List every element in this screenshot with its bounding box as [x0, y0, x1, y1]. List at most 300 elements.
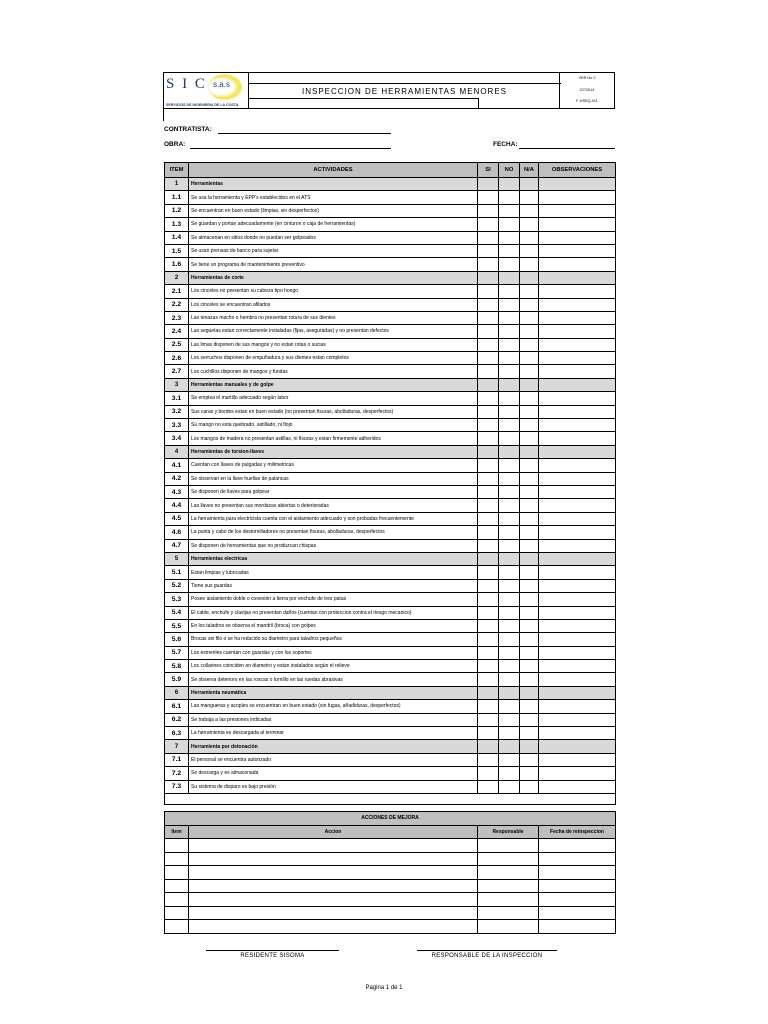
si-cell[interactable] — [478, 258, 499, 271]
acciones-item-cell[interactable] — [165, 893, 189, 907]
observaciones-cell[interactable] — [539, 633, 616, 646]
acciones-accion-cell[interactable] — [189, 920, 478, 934]
observaciones-cell[interactable] — [539, 753, 616, 766]
table-row — [165, 365, 616, 378]
item-number: 5.6 — [165, 633, 189, 646]
na-cell[interactable] — [520, 311, 539, 324]
si-cell[interactable] — [478, 325, 499, 338]
si-cell[interactable] — [478, 392, 499, 405]
acciones-fecha-cell[interactable] — [539, 866, 616, 880]
item-number: 1.3 — [165, 218, 189, 231]
na-cell[interactable] — [520, 204, 539, 217]
item-number: 1.2 — [165, 204, 189, 217]
na-cell[interactable] — [520, 593, 539, 606]
no-cell[interactable] — [499, 780, 520, 793]
contratista-field[interactable] — [218, 133, 391, 134]
si-cell[interactable] — [478, 700, 499, 713]
na-cell[interactable] — [520, 646, 539, 659]
section-row — [165, 178, 616, 191]
activity-text: Se trabaja a las presiones indicadas — [189, 713, 478, 726]
si-cell[interactable] — [478, 459, 499, 472]
acciones-responsable-cell[interactable] — [478, 839, 539, 853]
si-cell[interactable] — [478, 352, 499, 365]
acciones-responsable-cell[interactable] — [478, 906, 539, 920]
item-number: 6 — [165, 686, 189, 699]
no-cell[interactable] — [499, 740, 520, 753]
na-cell[interactable] — [520, 258, 539, 271]
na-cell[interactable] — [520, 660, 539, 673]
observaciones-cell[interactable] — [539, 338, 616, 351]
acciones-item-cell[interactable] — [165, 839, 189, 853]
observaciones-cell[interactable] — [539, 325, 616, 338]
observaciones-cell[interactable] — [539, 619, 616, 632]
acciones-accion-cell[interactable] — [189, 879, 478, 893]
na-cell[interactable] — [520, 526, 539, 539]
acciones-fecha-cell[interactable] — [539, 852, 616, 866]
table-row — [165, 218, 616, 231]
observaciones-cell[interactable] — [539, 392, 616, 405]
item-number: 2.7 — [165, 365, 189, 378]
no-cell[interactable] — [499, 432, 520, 445]
observaciones-cell[interactable] — [539, 539, 616, 552]
item-number: 5.4 — [165, 606, 189, 619]
si-cell[interactable] — [478, 285, 499, 298]
acciones-responsable-cell[interactable] — [478, 893, 539, 907]
activity-text: La herramienta para electricista cuenta con el aislamiento adecuado y son probadas frecuentemente — [189, 512, 478, 525]
header-si: SI — [478, 163, 499, 178]
no-cell[interactable] — [499, 646, 520, 659]
na-cell[interactable] — [520, 499, 539, 512]
no-cell[interactable] — [499, 365, 520, 378]
si-cell[interactable] — [478, 646, 499, 659]
observaciones-cell[interactable] — [539, 271, 616, 284]
acciones-accion-cell[interactable] — [189, 852, 478, 866]
si-cell[interactable] — [478, 619, 499, 632]
si-cell[interactable] — [478, 753, 499, 766]
na-cell[interactable] — [520, 271, 539, 284]
na-cell[interactable] — [520, 472, 539, 485]
observaciones-cell[interactable] — [539, 311, 616, 324]
no-cell[interactable] — [499, 686, 520, 699]
item-number: 4.7 — [165, 539, 189, 552]
na-cell[interactable] — [520, 285, 539, 298]
activity-text: Se descarga y es almacenada — [189, 767, 478, 780]
na-cell[interactable] — [520, 539, 539, 552]
item-number: 5 — [165, 552, 189, 565]
no-cell[interactable] — [499, 231, 520, 244]
no-cell[interactable] — [499, 753, 520, 766]
acciones-responsable-cell[interactable] — [478, 866, 539, 880]
item-number: 4.2 — [165, 472, 189, 485]
item-number: 2.6 — [165, 352, 189, 365]
no-cell[interactable] — [499, 673, 520, 686]
observaciones-cell[interactable] — [539, 204, 616, 217]
si-cell[interactable] — [478, 767, 499, 780]
item-number: 1.1 — [165, 191, 189, 204]
item-number: 1.4 — [165, 231, 189, 244]
no-cell[interactable] — [499, 459, 520, 472]
no-cell[interactable] — [499, 552, 520, 565]
si-cell[interactable] — [478, 244, 499, 257]
observaciones-cell[interactable] — [539, 244, 616, 257]
no-cell[interactable] — [499, 178, 520, 191]
observaciones-cell[interactable] — [539, 191, 616, 204]
no-cell[interactable] — [499, 338, 520, 351]
na-cell[interactable] — [520, 579, 539, 592]
si-cell[interactable] — [478, 231, 499, 244]
acciones-accion-cell[interactable] — [189, 893, 478, 907]
item-number: 5.8 — [165, 660, 189, 673]
na-cell[interactable] — [520, 432, 539, 445]
observaciones-cell[interactable] — [539, 178, 616, 191]
no-cell[interactable] — [499, 566, 520, 579]
activity-text: Se usa la herramienta y EPP's establecidos en el ATS — [189, 191, 478, 204]
na-cell[interactable] — [520, 352, 539, 365]
si-cell[interactable] — [478, 365, 499, 378]
observaciones-cell[interactable] — [539, 713, 616, 726]
na-cell[interactable] — [520, 673, 539, 686]
si-cell[interactable] — [478, 579, 499, 592]
acciones-header-accion: Accion — [189, 825, 478, 839]
observaciones-cell[interactable] — [539, 593, 616, 606]
si-cell[interactable] — [478, 191, 499, 204]
activity-text: Cuentan con llaves de pulgadas y milimetricas — [189, 459, 478, 472]
si-cell[interactable] — [478, 593, 499, 606]
activity-text: Herramientas de corte — [189, 271, 478, 284]
activity-text: Los serruchos disponen de empuñadura y sus dientes estan completos — [189, 352, 478, 365]
activity-text: Tiene sus guardas — [189, 579, 478, 592]
activity-text: La punta y cabo de los destornilladores no presentan fisuras, abolladuras, desperfectos — [189, 526, 478, 539]
observaciones-cell[interactable] — [539, 767, 616, 780]
observaciones-cell[interactable] — [539, 419, 616, 432]
si-cell[interactable] — [478, 178, 499, 191]
no-cell[interactable] — [499, 352, 520, 365]
no-cell[interactable] — [499, 472, 520, 485]
observaciones-cell[interactable] — [539, 459, 616, 472]
revision-date: 2/7/2014 — [579, 87, 595, 92]
na-cell[interactable] — [520, 767, 539, 780]
si-cell[interactable] — [478, 445, 499, 458]
no-cell[interactable] — [499, 579, 520, 592]
acciones-item-cell[interactable] — [165, 879, 189, 893]
si-cell[interactable] — [478, 673, 499, 686]
company-logo — [164, 73, 249, 108]
na-cell[interactable] — [520, 338, 539, 351]
na-cell[interactable] — [520, 485, 539, 498]
na-cell[interactable] — [520, 445, 539, 458]
observaciones-cell[interactable] — [539, 740, 616, 753]
si-cell[interactable] — [478, 727, 499, 740]
si-cell[interactable] — [478, 713, 499, 726]
si-cell[interactable] — [478, 298, 499, 311]
na-cell[interactable] — [520, 244, 539, 257]
na-cell[interactable] — [520, 700, 539, 713]
observaciones-cell[interactable] — [539, 566, 616, 579]
si-cell[interactable] — [478, 218, 499, 231]
no-cell[interactable] — [499, 713, 520, 726]
acciones-item-cell[interactable] — [165, 866, 189, 880]
activity-text: En los taladros se observa el mandril (broca) con golpes — [189, 619, 478, 632]
activity-text: Se disponen de llaves para golpear — [189, 485, 478, 498]
document-title: INSPECCION DE HERRAMIENTAS MENORES — [248, 83, 561, 100]
activity-text: Se observa deterioro en las roscas o tornillo en las ruedas abrasivas — [189, 673, 478, 686]
activity-text: Las limas disponen de sus mangos y no estan rotas o sucias — [189, 338, 478, 351]
si-cell[interactable] — [478, 204, 499, 217]
observaciones-cell[interactable] — [539, 485, 616, 498]
na-cell[interactable] — [520, 753, 539, 766]
no-cell[interactable] — [499, 700, 520, 713]
observaciones-cell[interactable] — [539, 606, 616, 619]
table-row — [165, 633, 616, 646]
acciones-item-cell[interactable] — [165, 852, 189, 866]
observaciones-cell[interactable] — [539, 352, 616, 365]
na-cell[interactable] — [520, 325, 539, 338]
no-cell[interactable] — [499, 593, 520, 606]
no-cell[interactable] — [499, 204, 520, 217]
si-cell[interactable] — [478, 552, 499, 565]
table-row — [165, 191, 616, 204]
no-cell[interactable] — [499, 512, 520, 525]
no-cell[interactable] — [499, 285, 520, 298]
observaciones-cell[interactable] — [539, 258, 616, 271]
item-number: 3.2 — [165, 405, 189, 418]
si-cell[interactable] — [478, 499, 499, 512]
activity-text: Su mango no esta quebrado, astillado, ni flojo — [189, 419, 478, 432]
acciones-fecha-cell[interactable] — [539, 893, 616, 907]
acciones-accion-cell[interactable] — [189, 906, 478, 920]
na-cell[interactable] — [520, 459, 539, 472]
si-cell[interactable] — [478, 660, 499, 673]
logo-text: S I C — [166, 76, 207, 92]
activity-text: Las tenazas macho o hembra no presentan rotura de sus dientes — [189, 311, 478, 324]
acciones-item-cell[interactable] — [165, 906, 189, 920]
si-cell[interactable] — [478, 419, 499, 432]
acciones-row — [165, 920, 616, 934]
table-row — [165, 432, 616, 445]
no-cell[interactable] — [499, 191, 520, 204]
observaciones-cell[interactable] — [539, 472, 616, 485]
table-row — [165, 512, 616, 525]
acciones-accion-cell[interactable] — [189, 839, 478, 853]
header-actividades: ACTIVIDADES — [189, 163, 478, 178]
observaciones-cell[interactable] — [539, 378, 616, 391]
acciones-fecha-cell[interactable] — [539, 839, 616, 853]
section-row — [165, 271, 616, 284]
no-cell[interactable] — [499, 392, 520, 405]
table-row — [165, 352, 616, 365]
table-row — [165, 753, 616, 766]
acciones-row — [165, 906, 616, 920]
si-cell[interactable] — [478, 780, 499, 793]
table-row — [165, 419, 616, 432]
si-cell[interactable] — [478, 405, 499, 418]
acciones-fecha-cell[interactable] — [539, 906, 616, 920]
na-cell[interactable] — [520, 191, 539, 204]
no-cell[interactable] — [499, 311, 520, 324]
version: VER No 2 — [578, 76, 596, 80]
na-cell[interactable] — [520, 780, 539, 793]
no-cell[interactable] — [499, 526, 520, 539]
si-cell[interactable] — [478, 271, 499, 284]
no-cell[interactable] — [499, 271, 520, 284]
na-cell[interactable] — [520, 218, 539, 231]
document-meta — [559, 73, 614, 108]
item-number: 7.3 — [165, 780, 189, 793]
acciones-accion-cell[interactable] — [189, 866, 478, 880]
acciones-item-cell[interactable] — [165, 920, 189, 934]
item-number: 4 — [165, 445, 189, 458]
no-cell[interactable] — [499, 244, 520, 257]
no-cell[interactable] — [499, 539, 520, 552]
observaciones-cell[interactable] — [539, 512, 616, 525]
observaciones-cell[interactable] — [539, 700, 616, 713]
observaciones-cell[interactable] — [539, 298, 616, 311]
na-cell[interactable] — [520, 178, 539, 191]
no-cell[interactable] — [499, 378, 520, 391]
na-cell[interactable] — [520, 619, 539, 632]
signature-line-right — [417, 950, 557, 951]
acciones-title: ACCIONES DE MEJORA — [165, 812, 616, 826]
item-number: 4.1 — [165, 459, 189, 472]
table-row — [165, 700, 616, 713]
observaciones-cell[interactable] — [539, 660, 616, 673]
no-cell[interactable] — [499, 405, 520, 418]
na-cell[interactable] — [520, 378, 539, 391]
observaciones-cell[interactable] — [539, 231, 616, 244]
si-cell[interactable] — [478, 740, 499, 753]
si-cell[interactable] — [478, 633, 499, 646]
table-row — [165, 566, 616, 579]
observaciones-cell[interactable] — [539, 218, 616, 231]
item-number: 1 — [165, 178, 189, 191]
na-cell[interactable] — [520, 566, 539, 579]
no-cell[interactable] — [499, 606, 520, 619]
no-cell[interactable] — [499, 298, 520, 311]
acciones-responsable-cell[interactable] — [478, 920, 539, 934]
acciones-row — [165, 893, 616, 907]
activity-text: Posee aislamiento doble o conexión a tierra por enchufe de tres patas — [189, 593, 478, 606]
na-cell[interactable] — [520, 365, 539, 378]
table-row — [165, 298, 616, 311]
si-cell[interactable] — [478, 686, 499, 699]
na-cell[interactable] — [520, 686, 539, 699]
na-cell[interactable] — [520, 727, 539, 740]
na-cell[interactable] — [520, 606, 539, 619]
acciones-row — [165, 866, 616, 880]
no-cell[interactable] — [499, 633, 520, 646]
si-cell[interactable] — [478, 606, 499, 619]
table-row — [165, 646, 616, 659]
acciones-fecha-cell[interactable] — [539, 920, 616, 934]
no-cell[interactable] — [499, 218, 520, 231]
si-cell[interactable] — [478, 512, 499, 525]
no-cell[interactable] — [499, 419, 520, 432]
na-cell[interactable] — [520, 298, 539, 311]
na-cell[interactable] — [520, 740, 539, 753]
si-cell[interactable] — [478, 378, 499, 391]
na-cell[interactable] — [520, 633, 539, 646]
observaciones-cell[interactable] — [539, 780, 616, 793]
na-cell[interactable] — [520, 392, 539, 405]
no-cell[interactable] — [499, 499, 520, 512]
no-cell[interactable] — [499, 727, 520, 740]
item-number: 2.4 — [165, 325, 189, 338]
table-row — [165, 338, 616, 351]
observaciones-cell[interactable] — [539, 405, 616, 418]
activity-text: Herramientas manuales y de golpe — [189, 378, 478, 391]
acciones-responsable-cell[interactable] — [478, 852, 539, 866]
no-cell[interactable] — [499, 258, 520, 271]
observaciones-cell[interactable] — [539, 499, 616, 512]
si-cell[interactable] — [478, 526, 499, 539]
na-cell[interactable] — [520, 231, 539, 244]
na-cell[interactable] — [520, 552, 539, 565]
table-row — [165, 727, 616, 740]
no-cell[interactable] — [499, 619, 520, 632]
activity-text: Brocas sin filo o se ha reducido su diametro para taladros pequeños — [189, 633, 478, 646]
na-cell[interactable] — [520, 419, 539, 432]
activity-text: Herramienta por detonación — [189, 740, 478, 753]
si-cell[interactable] — [478, 432, 499, 445]
observaciones-cell[interactable] — [539, 526, 616, 539]
na-cell[interactable] — [520, 405, 539, 418]
na-cell[interactable] — [520, 512, 539, 525]
activity-text: Herramientas de torsion-llaves — [189, 445, 478, 458]
observaciones-cell[interactable] — [539, 579, 616, 592]
no-cell[interactable] — [499, 660, 520, 673]
si-cell[interactable] — [478, 539, 499, 552]
no-cell[interactable] — [499, 445, 520, 458]
fecha-field[interactable] — [519, 148, 615, 149]
observaciones-cell[interactable] — [539, 646, 616, 659]
no-cell[interactable] — [499, 767, 520, 780]
observaciones-cell[interactable] — [539, 445, 616, 458]
no-cell[interactable] — [499, 485, 520, 498]
na-cell[interactable] — [520, 713, 539, 726]
activity-text: Las seguetas estan correctamente instaladas (fijas, aseguradas) y no presentan defectos — [189, 325, 478, 338]
signature-line-left — [206, 950, 339, 951]
activity-text: El cable, enchufe y clavijas no presentan daños (cuentan con proteccion contra el riesgo mecanico) — [189, 606, 478, 619]
item-number: 1.5 — [165, 244, 189, 257]
item-number: 5.5 — [165, 619, 189, 632]
si-cell[interactable] — [478, 566, 499, 579]
si-cell[interactable] — [478, 338, 499, 351]
activity-text: Se disponen de herramientas que no produzcan chispas — [189, 539, 478, 552]
obra-field[interactable] — [190, 148, 391, 149]
acciones-row — [165, 852, 616, 866]
acciones-header-item: Item — [165, 825, 189, 839]
item-number: 3.1 — [165, 392, 189, 405]
observaciones-cell[interactable] — [539, 673, 616, 686]
observaciones-cell[interactable] — [539, 727, 616, 740]
observaciones-cell[interactable] — [539, 432, 616, 445]
table-row — [165, 459, 616, 472]
si-cell[interactable] — [478, 472, 499, 485]
observaciones-cell[interactable] — [539, 285, 616, 298]
si-cell[interactable] — [478, 311, 499, 324]
logo-suffix: s.a.s — [213, 80, 230, 89]
blank-cell — [165, 793, 616, 804]
acciones-header-row — [165, 825, 616, 839]
acciones-fecha-cell[interactable] — [539, 879, 616, 893]
no-cell[interactable] — [499, 325, 520, 338]
observaciones-cell[interactable] — [539, 552, 616, 565]
acciones-responsable-cell[interactable] — [478, 879, 539, 893]
observaciones-cell[interactable] — [539, 365, 616, 378]
observaciones-cell[interactable] — [539, 686, 616, 699]
table-row — [165, 244, 616, 257]
si-cell[interactable] — [478, 485, 499, 498]
